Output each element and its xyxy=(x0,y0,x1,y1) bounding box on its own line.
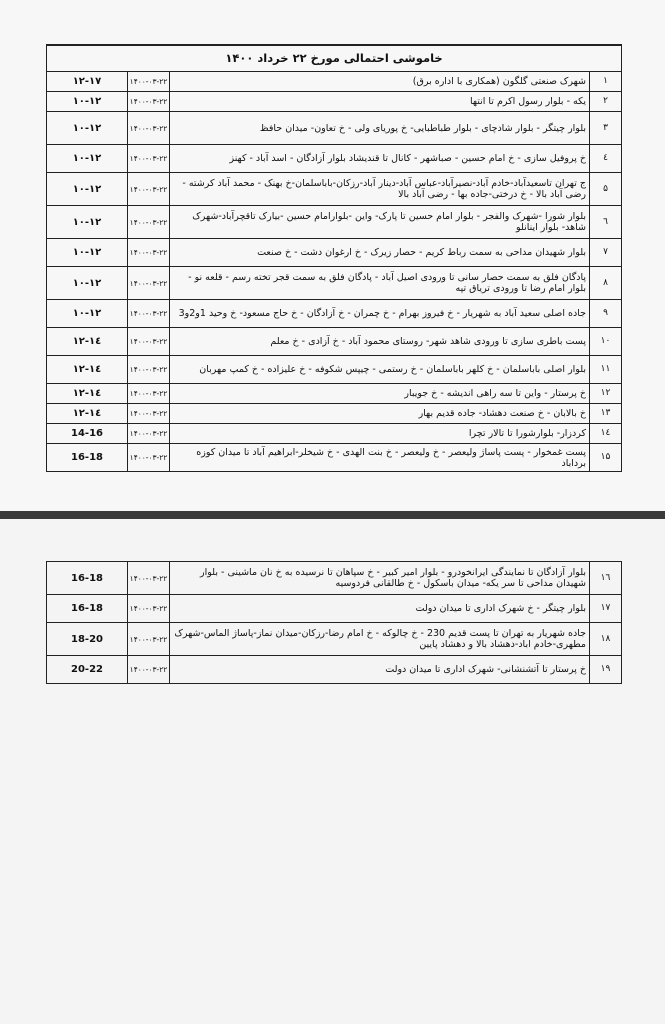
page-separator xyxy=(0,511,665,519)
outage-table-top xyxy=(46,44,622,472)
table-row xyxy=(47,112,622,145)
outage-date: ۱۴۰۰-۰۳-۲۲ xyxy=(128,424,170,444)
table-row xyxy=(47,173,622,206)
row-number: ۱٤ xyxy=(590,424,622,444)
row-number: ۷ xyxy=(590,239,622,267)
table-row xyxy=(47,656,622,684)
outage-date: ۱۴۰۰-۰۳-۲۲ xyxy=(128,595,170,623)
table-row xyxy=(47,623,622,656)
area-description: خ بالابان - خ صنعت دهشاد- جاده قدیم بهار xyxy=(170,404,590,424)
area-description: کردزار- بلوارشورا تا تالار تچرا xyxy=(170,424,590,444)
area-description: خ پرستار تا آتشنشانی- شهرک اداری تا میدان دولت xyxy=(170,656,590,684)
table-row xyxy=(47,384,622,404)
table-row xyxy=(47,424,622,444)
area-description: بلوار شهیدان مداحی به سمت رباط کریم - حصار زیرک - خ ارغوان دشت - خ صنعت xyxy=(170,239,590,267)
row-number: ۱۲ xyxy=(590,384,622,404)
outage-time-range: ۱۰-۱۲ xyxy=(47,112,128,145)
outage-time-range: ۱۲-۱۷ xyxy=(47,72,128,92)
row-number: ۱٦ xyxy=(590,562,622,595)
outage-time-range: ۱۰-۱۲ xyxy=(47,92,128,112)
outage-date: ۱۴۰۰-۰۳-۲۲ xyxy=(128,206,170,239)
outage-date: ۱۴۰۰-۰۳-۲۲ xyxy=(128,562,170,595)
table-row xyxy=(47,206,622,239)
table-row xyxy=(47,444,622,472)
table-row xyxy=(47,300,622,328)
area-description: جاده اصلی سعید آباد به شهریار - خ فیروز بهرام - خ چمران - خ آزادگان - خ حاج مسعود- خ وحید 1و2و3 xyxy=(170,300,590,328)
outage-date: ۱۴۰۰-۰۳-۲۲ xyxy=(128,267,170,300)
outage-date: ۱۴۰۰-۰۳-۲۲ xyxy=(128,112,170,145)
outage-date: ۱۴۰۰-۰۳-۲۲ xyxy=(128,72,170,92)
outage-date: ۱۴۰۰-۰۳-۲۲ xyxy=(128,300,170,328)
outage-date: ۱۴۰۰-۰۳-۲۲ xyxy=(128,173,170,206)
area-description: بلوار چیتگر - بلوار شادچای - بلوار طباطبایی- خ پوریای ولی - خ تعاون- میدان حافظ xyxy=(170,112,590,145)
area-description: بلوار چیتگر - خ شهرک اداری تا میدان دولت xyxy=(170,595,590,623)
table-row xyxy=(47,595,622,623)
outage-time-range: ۱۰-۱۲ xyxy=(47,267,128,300)
outage-date: ۱۴۰۰-۰۳-۲۲ xyxy=(128,404,170,424)
outage-date: ۱۴۰۰-۰۳-۲۲ xyxy=(128,356,170,384)
outage-time-range: ۱۲-۱٤ xyxy=(47,328,128,356)
outage-time-range: ۱۰-۱۲ xyxy=(47,145,128,173)
table-row xyxy=(47,356,622,384)
row-number: ۱۹ xyxy=(590,656,622,684)
outage-date: ۱۴۰۰-۰۳-۲۲ xyxy=(128,444,170,472)
row-number: ٦ xyxy=(590,206,622,239)
row-number: ۱۱ xyxy=(590,356,622,384)
area-description: شهرک صنعتی گلگون (همکاری با اداره برق) xyxy=(170,72,590,92)
row-number: ۸ xyxy=(590,267,622,300)
area-description: بلوار اصلی باباسلمان - خ کلهر باباسلمان - خ رستمی - چیپس شکوفه - خ علیزاده - خ کمپ مهربان xyxy=(170,356,590,384)
table-row xyxy=(47,404,622,424)
area-description: بلوار شورا -شهرک والفجر - بلوار امام حسین تا پارک- واین -بلوارامام حسین -بیارک تاقچرآباد-شهرک شاهد- بلوار اینانلو xyxy=(170,206,590,239)
area-description: جاده شهریار به تهران تا پست قدیم 230 - خ چالوکه - خ امام رضا-رزکان-میدان نماز-پاساژ الماس-شهرک مطهری-خادم اباد-دهشاد بالا و دهشاد پایین xyxy=(170,623,590,656)
table-title: خاموشی احتمالی مورخ ۲۲ خرداد ۱۴۰۰ xyxy=(47,45,622,72)
table-row xyxy=(47,145,622,173)
table-row xyxy=(47,72,622,92)
table-row xyxy=(47,267,622,300)
area-description: خ پرستار - واین تا سه راهی اندیشه - خ جویبار xyxy=(170,384,590,404)
outage-time-range: ۱۲-۱٤ xyxy=(47,404,128,424)
outage-date: ۱۴۰۰-۰۳-۲۲ xyxy=(128,623,170,656)
outage-time-range: ۱۲-۱٤ xyxy=(47,384,128,404)
table-row xyxy=(47,92,622,112)
area-description: بلوار آزادگان تا نمایندگی ایرانخودرو - بلوار امیر کبیر - خ سپاهان تا نرسیده به خ نان ماشینی - بلوار شهیدان مداحی تا سر یکه- میدان باسکول - خ طالقانی فردوسیه xyxy=(170,562,590,595)
row-number: ۱۰ xyxy=(590,328,622,356)
outage-date: ۱۴۰۰-۰۳-۲۲ xyxy=(128,328,170,356)
outage-time-range: ۱۰-۱۲ xyxy=(47,206,128,239)
area-description: ج تهران تاسعیدآباد-خادم آباد-نصیرآباد-عباس آباد-دینار آباد-رزکان-باباسلمان-خ بهنک - محمد آباد کرشته - رضی آباد بالا - خ درختی-جاده بها - رضی آباد بالا xyxy=(170,173,590,206)
row-number: ۱ xyxy=(590,72,622,92)
outage-date: ۱۴۰۰-۰۳-۲۲ xyxy=(128,239,170,267)
table-row xyxy=(47,328,622,356)
row-number: ۱۷ xyxy=(590,595,622,623)
outage-time-range: 16-18 xyxy=(47,562,128,595)
row-number: ۱۵ xyxy=(590,444,622,472)
outage-date: ۱۴۰۰-۰۳-۲۲ xyxy=(128,384,170,404)
outage-date: ۱۴۰۰-۰۳-۲۲ xyxy=(128,92,170,112)
outage-time-range: 20-22 xyxy=(47,656,128,684)
row-number: ۱۸ xyxy=(590,623,622,656)
row-number: ۱۳ xyxy=(590,404,622,424)
outage-time-range: 14-16 xyxy=(47,424,128,444)
outage-time-range: ۱۰-۱۲ xyxy=(47,300,128,328)
area-description: پادگان فلق به سمت حصار سانی تا ورودی اصیل آباد - پادگان فلق به سمت قجر تخته رسم - قلعه نو - بلوار امام رضا تا ورودی تریاق تپه xyxy=(170,267,590,300)
outage-time-range: ۱۲-۱٤ xyxy=(47,356,128,384)
outage-time-range: 16-18 xyxy=(47,595,128,623)
outage-time-range: ۱۰-۱۲ xyxy=(47,239,128,267)
outage-table-bottom xyxy=(46,561,622,684)
area-description: پست غمخوار - پست پاساژ ولیعصر - خ ولیعصر - خ بنت الهدی - خ شیخلر-ابراهیم آباد تا میدان کوزه برداباد xyxy=(170,444,590,472)
area-description: یکه - بلوار رسول اکرم تا انتها xyxy=(170,92,590,112)
row-number: ۳ xyxy=(590,112,622,145)
row-number: ۵ xyxy=(590,173,622,206)
area-description: خ پروفیل سازی - خ امام حسین - صباشهر - کانال تا قندیشاد بلوار آزادگان - اسد آباد - کهنز xyxy=(170,145,590,173)
row-number: ۲ xyxy=(590,92,622,112)
outage-time-range: 18-20 xyxy=(47,623,128,656)
table-row xyxy=(47,562,622,595)
table-row xyxy=(47,239,622,267)
outage-time-range: ۱۰-۱۲ xyxy=(47,173,128,206)
row-number: ٤ xyxy=(590,145,622,173)
outage-date: ۱۴۰۰-۰۳-۲۲ xyxy=(128,145,170,173)
area-description: پست باطری سازی تا ورودی شاهد شهر- روستای محمود آباد - خ آزادی - خ معلم xyxy=(170,328,590,356)
outage-date: ۱۴۰۰-۰۳-۲۲ xyxy=(128,656,170,684)
outage-time-range: 16-18 xyxy=(47,444,128,472)
row-number: ۹ xyxy=(590,300,622,328)
